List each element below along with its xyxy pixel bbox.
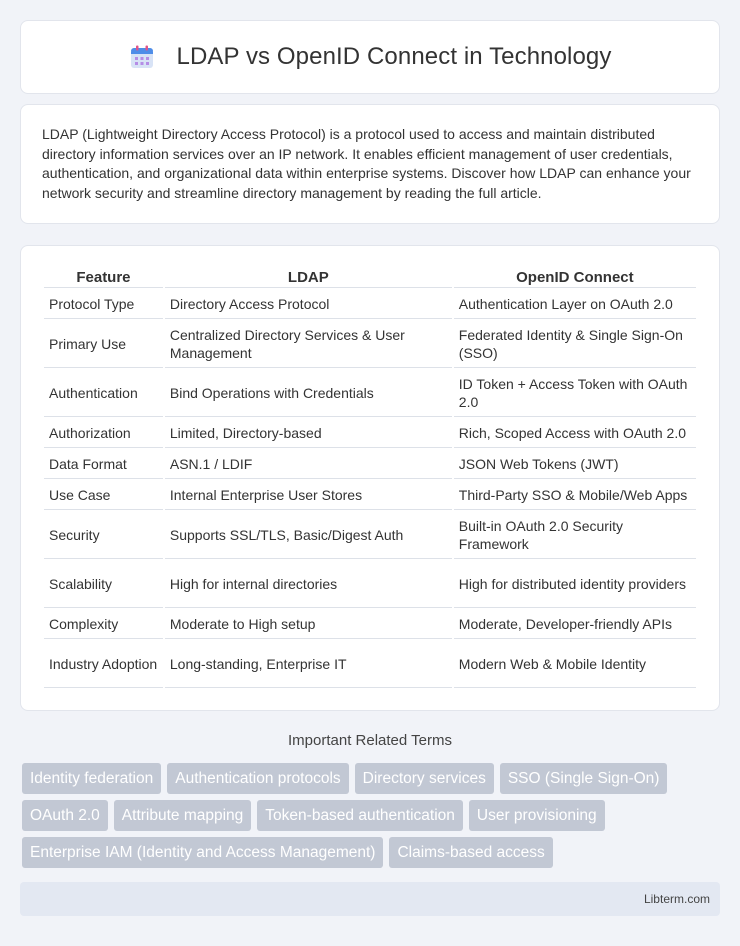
related-terms-title: Important Related Terms	[288, 732, 452, 749]
table-cell: Long-standing, Enterprise IT	[165, 641, 452, 688]
header-feature: Feature	[44, 266, 163, 288]
related-term-tag[interactable]: Attribute mapping	[114, 800, 252, 831]
table-cell: Limited, Directory-based	[165, 419, 452, 448]
related-terms-list	[22, 763, 722, 874]
table-cell: ASN.1 / LDIF	[165, 450, 452, 479]
table-cell: Primary Use	[44, 321, 163, 368]
table-cell: High for internal directories	[165, 561, 452, 608]
table-cell: High for distributed identity providers	[454, 561, 696, 608]
table-cell: Moderate to High setup	[165, 610, 452, 639]
table-cell: Authentication Layer on OAuth 2.0	[454, 290, 696, 319]
table-cell: Directory Access Protocol	[165, 290, 452, 319]
table-cell: Industry Adoption	[44, 641, 163, 688]
table-cell: Use Case	[44, 481, 163, 510]
related-term-tag[interactable]: Authentication protocols	[167, 763, 348, 794]
table-cell: Centralized Directory Services & User Management	[165, 321, 452, 368]
table-row	[44, 512, 696, 559]
table-cell: Security	[44, 512, 163, 559]
table-cell: JSON Web Tokens (JWT)	[454, 450, 696, 479]
table-row	[44, 641, 696, 688]
table-row	[44, 419, 696, 448]
table-cell: Supports SSL/TLS, Basic/Digest Auth	[165, 512, 452, 559]
table-row	[44, 561, 696, 608]
related-term-tag[interactable]: Identity federation	[22, 763, 161, 794]
table-cell: Moderate, Developer-friendly APIs	[454, 610, 696, 639]
table-row	[44, 321, 696, 368]
intro-text: LDAP (Lightweight Directory Access Protocol) is a protocol used to access and maintain distributed directory information services over an IP network. It enables efficient management of user credentials, authentication, and organizational data within enterprise systems. Discover how LDAP can enhance your network security and streamline directory management by reading the full article.	[42, 126, 691, 201]
comparison-table-card	[20, 245, 720, 711]
table-cell: Complexity	[44, 610, 163, 639]
table-cell: Bind Operations with Credentials	[165, 370, 452, 417]
table-cell: Third-Party SSO & Mobile/Web Apps	[454, 481, 696, 510]
header-card	[20, 20, 720, 94]
footer	[20, 882, 720, 916]
table-cell: Protocol Type	[44, 290, 163, 319]
related-term-tag[interactable]: Token-based authentication	[257, 800, 463, 831]
table-cell: Authorization	[44, 419, 163, 448]
table-cell: ID Token + Access Token with OAuth 2.0	[454, 370, 696, 417]
related-term-tag[interactable]: Enterprise IAM (Identity and Access Management)	[22, 837, 383, 868]
header-openid: OpenID Connect	[454, 266, 696, 288]
comparison-table	[42, 264, 698, 690]
table-cell: Modern Web & Mobile Identity	[454, 641, 696, 688]
table-row	[44, 481, 696, 510]
table-cell: Internal Enterprise User Stores	[165, 481, 452, 510]
related-term-tag[interactable]: User provisioning	[469, 800, 605, 831]
header-ldap: LDAP	[165, 266, 452, 288]
related-term-tag[interactable]: OAuth 2.0	[22, 800, 108, 831]
intro-card	[20, 104, 720, 224]
related-term-tag[interactable]: Directory services	[355, 763, 494, 794]
table-cell: Data Format	[44, 450, 163, 479]
table-row	[44, 370, 696, 417]
table-header-row	[44, 266, 696, 288]
related-term-tag[interactable]: Claims-based access	[389, 837, 552, 868]
table-row	[44, 450, 696, 479]
table-cell: Federated Identity & Single Sign-On (SSO)	[454, 321, 696, 368]
calendar-icon	[129, 44, 155, 70]
table-cell: Built-in OAuth 2.0 Security Framework	[454, 512, 696, 559]
table-cell: Authentication	[44, 370, 163, 417]
page-title: LDAP vs OpenID Connect in Technology	[176, 43, 612, 70]
footer-brand-link[interactable]: Libterm.com	[643, 892, 710, 906]
related-term-tag[interactable]: SSO (Single Sign-On)	[500, 763, 668, 794]
table-row	[44, 290, 696, 319]
table-cell: Scalability	[44, 561, 163, 608]
table-row	[44, 610, 696, 639]
table-cell: Rich, Scoped Access with OAuth 2.0	[454, 419, 696, 448]
